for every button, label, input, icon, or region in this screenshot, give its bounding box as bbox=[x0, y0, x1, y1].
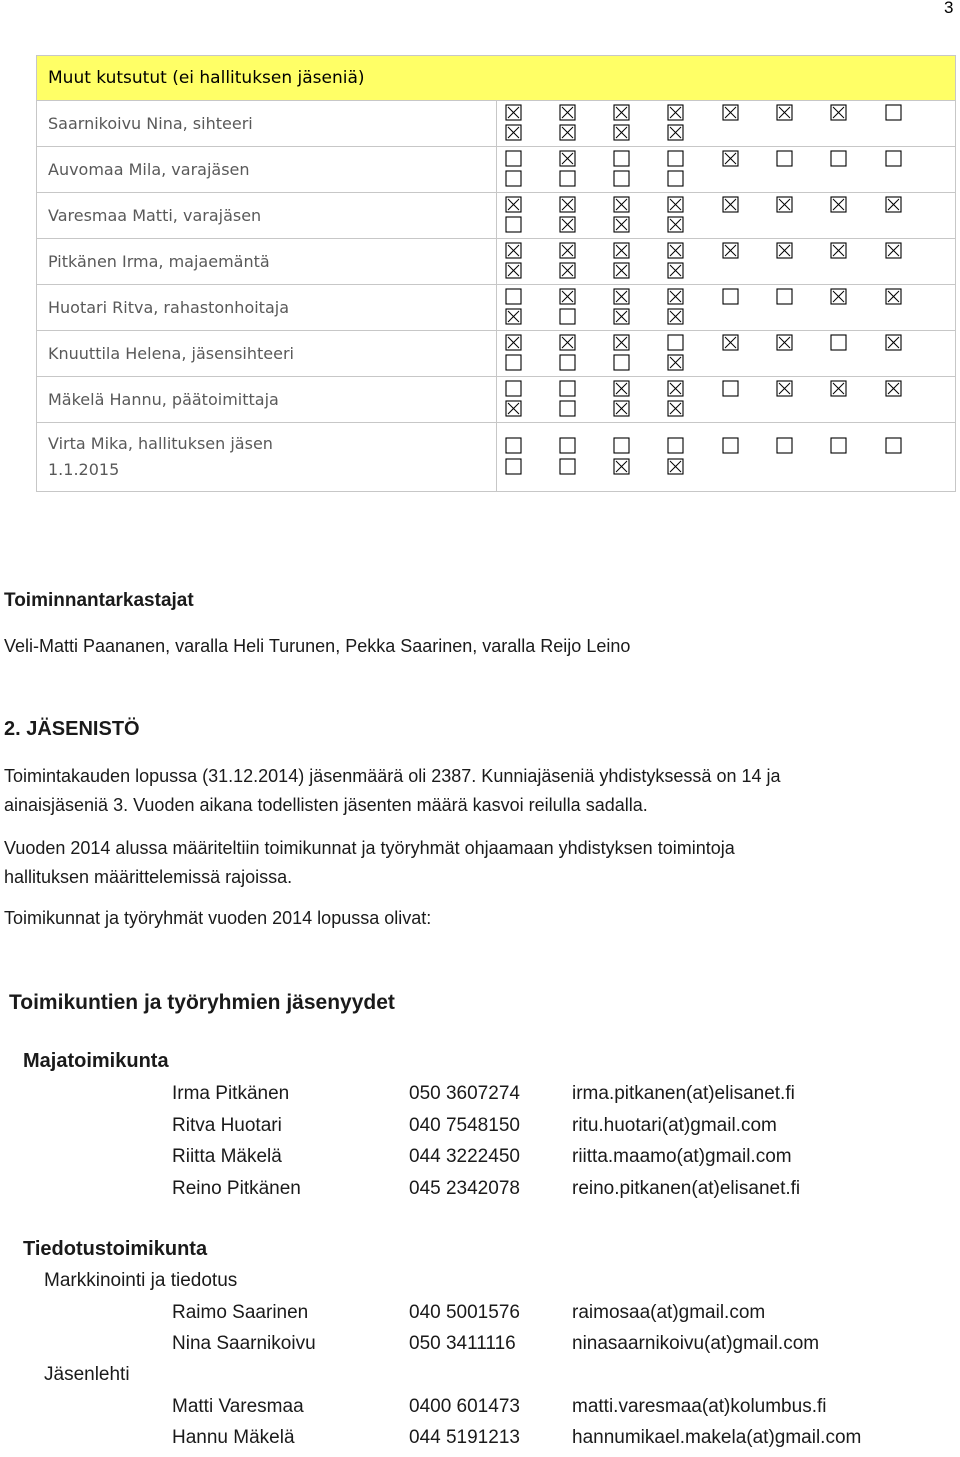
checked-box-icon bbox=[830, 196, 884, 216]
unchecked-box-icon bbox=[667, 334, 721, 354]
checked-box-icon bbox=[559, 104, 613, 124]
checked-box-icon bbox=[505, 124, 559, 144]
unchecked-box-icon bbox=[722, 288, 776, 308]
unchecked-box-icon bbox=[559, 170, 613, 190]
attendance-body bbox=[37, 101, 956, 492]
attendee-name-line: Varesmaa Matti, varajäsen bbox=[48, 205, 262, 225]
attendance-marks bbox=[496, 331, 956, 377]
attendee-name-line: Virta Mika, hallituksen jäsen bbox=[48, 434, 273, 453]
checked-box-icon bbox=[667, 196, 721, 216]
unchecked-box-icon bbox=[559, 308, 613, 328]
membership-para3: Toimikunnat ja työryhmät vuoden 2014 lopussa olivat: bbox=[4, 908, 432, 928]
checked-box-icon bbox=[505, 262, 559, 282]
attendee-name bbox=[37, 377, 497, 423]
checked-box-icon bbox=[667, 124, 721, 144]
unchecked-box-icon bbox=[559, 380, 613, 400]
checked-box-icon bbox=[722, 242, 776, 262]
unchecked-box-icon bbox=[613, 437, 667, 457]
attendee-name-line: Auvomaa Mila, varajäsen bbox=[48, 159, 250, 179]
attendance-marks bbox=[496, 377, 956, 423]
attendee-name bbox=[37, 147, 497, 193]
checked-box-icon bbox=[667, 216, 721, 236]
member-name: Riitta Mäkelä bbox=[172, 1146, 282, 1167]
unchecked-box-icon bbox=[613, 170, 667, 190]
attendance-marks bbox=[496, 285, 956, 331]
member-email: ritu.huotari(at)gmail.com bbox=[572, 1114, 777, 1136]
unchecked-box-icon bbox=[559, 437, 613, 457]
checked-box-icon bbox=[830, 104, 884, 124]
checked-box-icon bbox=[667, 400, 721, 420]
member-email: matti.varesmaa(at)kolumbus.fi bbox=[572, 1396, 827, 1417]
unchecked-box-icon bbox=[505, 458, 559, 478]
checked-box-icon bbox=[885, 288, 939, 308]
membership-para1-line2: ainaisjäseniä 3. Vuoden aikana todellisten jäsenten määrä kasvoi reilulla sadalla. bbox=[4, 795, 648, 815]
attendance-marks bbox=[496, 101, 956, 147]
membership-para2-line1: Vuoden 2014 alussa määriteltiin toimikunnat ja työryhmät ohjaamaan yhdistyksen toimintoja bbox=[4, 838, 735, 858]
member-name: Ritva Huotari bbox=[172, 1114, 282, 1136]
member-phone: 044 3222450 bbox=[409, 1146, 520, 1167]
checked-box-icon bbox=[667, 458, 721, 478]
checked-box-icon bbox=[559, 288, 613, 308]
checked-box-icon bbox=[667, 308, 721, 328]
unchecked-box-icon bbox=[505, 170, 559, 190]
checked-box-icon bbox=[613, 262, 667, 282]
member-phone: 0400 601473 bbox=[409, 1396, 520, 1417]
attendee-name-line: 1.1.2015 bbox=[48, 460, 120, 479]
auditors-text: Veli-Matti Paananen, varalla Heli Turunen, Pekka Saarinen, varalla Reijo Leino bbox=[4, 636, 631, 656]
attendance-row bbox=[37, 423, 956, 492]
member-email: raimosaa(at)gmail.com bbox=[572, 1302, 766, 1323]
unchecked-box-icon bbox=[505, 216, 559, 236]
attendee-name bbox=[37, 239, 497, 285]
attendance-row bbox=[37, 377, 956, 423]
checked-box-icon bbox=[885, 334, 939, 354]
checked-box-icon bbox=[667, 288, 721, 308]
member-email: irma.pitkanen(at)elisanet.fi bbox=[572, 1083, 795, 1104]
attendance-marks bbox=[496, 193, 956, 239]
unchecked-box-icon bbox=[722, 380, 776, 400]
unchecked-box-icon bbox=[667, 150, 721, 170]
attendance-row bbox=[37, 101, 956, 147]
majatoimikunta-title: Majatoimikunta bbox=[23, 1050, 169, 1072]
checked-box-icon bbox=[722, 150, 776, 170]
member-name: Raimo Saarinen bbox=[172, 1302, 309, 1323]
unchecked-box-icon bbox=[885, 104, 939, 124]
unchecked-box-icon bbox=[559, 400, 613, 420]
unchecked-box-icon bbox=[559, 354, 613, 374]
checked-box-icon bbox=[559, 196, 613, 216]
unchecked-box-icon bbox=[613, 150, 667, 170]
checked-box-icon bbox=[830, 380, 884, 400]
checked-box-icon bbox=[830, 288, 884, 308]
attendance-row bbox=[37, 193, 956, 239]
unchecked-box-icon bbox=[559, 458, 613, 478]
page-number: 3 bbox=[944, 0, 954, 17]
member-email: riitta.maamo(at)gmail.com bbox=[572, 1146, 792, 1167]
checked-box-icon bbox=[776, 334, 830, 354]
checked-box-icon bbox=[776, 380, 830, 400]
member-name: Matti Varesmaa bbox=[172, 1396, 304, 1417]
unchecked-box-icon bbox=[830, 334, 884, 354]
attendee-name-line: Saarnikoivu Nina, sihteeri bbox=[48, 113, 253, 133]
attendance-marks bbox=[496, 423, 956, 492]
member-phone: 040 5001576 bbox=[409, 1302, 520, 1323]
attendee-name-line: Huotari Ritva, rahastonhoitaja bbox=[48, 297, 289, 317]
checked-box-icon bbox=[613, 104, 667, 124]
checked-box-icon bbox=[505, 196, 559, 216]
checked-box-icon bbox=[667, 354, 721, 374]
attendee-name bbox=[37, 285, 497, 331]
unchecked-box-icon bbox=[505, 288, 559, 308]
checked-box-icon bbox=[505, 334, 559, 354]
checked-box-icon bbox=[885, 196, 939, 216]
checked-box-icon bbox=[667, 242, 721, 262]
attendee-name bbox=[37, 101, 497, 147]
attendee-name bbox=[37, 193, 497, 239]
checked-box-icon bbox=[776, 242, 830, 262]
member-name: Reino Pitkänen bbox=[172, 1177, 301, 1199]
member-name: Hannu Mäkelä bbox=[172, 1427, 295, 1448]
unchecked-box-icon bbox=[776, 150, 830, 170]
checked-box-icon bbox=[830, 242, 884, 262]
checked-box-icon bbox=[613, 196, 667, 216]
auditors-heading: Toiminnantarkastajat bbox=[4, 590, 194, 611]
unchecked-box-icon bbox=[505, 437, 559, 457]
checked-box-icon bbox=[559, 216, 613, 236]
checked-box-icon bbox=[885, 242, 939, 262]
member-name: Irma Pitkänen bbox=[172, 1083, 290, 1104]
unchecked-box-icon bbox=[505, 150, 559, 170]
attendee-name bbox=[37, 423, 497, 492]
member-email: hannumikael.makela(at)gmail.com bbox=[572, 1427, 862, 1448]
unchecked-box-icon bbox=[505, 354, 559, 374]
subgroup-markkinointi: Markkinointi ja tiedotus bbox=[44, 1270, 238, 1291]
checked-box-icon bbox=[776, 196, 830, 216]
checked-box-icon bbox=[559, 262, 613, 282]
unchecked-box-icon bbox=[667, 437, 721, 457]
checked-box-icon bbox=[613, 288, 667, 308]
checked-box-icon bbox=[613, 458, 667, 478]
unchecked-box-icon bbox=[830, 437, 884, 457]
checked-box-icon bbox=[613, 216, 667, 236]
checked-box-icon bbox=[613, 308, 667, 328]
unchecked-box-icon bbox=[885, 437, 939, 457]
checked-box-icon bbox=[505, 400, 559, 420]
checked-box-icon bbox=[559, 242, 613, 262]
checked-box-icon bbox=[885, 380, 939, 400]
attendance-row bbox=[37, 147, 956, 193]
checked-box-icon bbox=[613, 334, 667, 354]
attendance-header-row bbox=[37, 56, 956, 101]
attendance-row bbox=[37, 331, 956, 377]
checked-box-icon bbox=[505, 242, 559, 262]
checked-box-icon bbox=[667, 262, 721, 282]
membership-para1-line1: Toimintakauden lopussa (31.12.2014) jäsenmäärä oli 2387. Kunniajäseniä yhdistyksessä on 14 ja bbox=[4, 766, 781, 786]
checked-box-icon bbox=[667, 380, 721, 400]
attendance-header: Muut kutsutut (ei hallituksen jäseniä) bbox=[37, 56, 956, 101]
checked-box-icon bbox=[613, 242, 667, 262]
checked-box-icon bbox=[559, 124, 613, 144]
checked-box-icon bbox=[559, 334, 613, 354]
member-phone: 050 3411116 bbox=[409, 1333, 516, 1354]
attendance-row bbox=[37, 285, 956, 331]
unchecked-box-icon bbox=[885, 150, 939, 170]
member-phone: 040 7548150 bbox=[409, 1114, 520, 1136]
checked-box-icon bbox=[722, 196, 776, 216]
unchecked-box-icon bbox=[667, 170, 721, 190]
checked-box-icon bbox=[559, 150, 613, 170]
member-phone: 050 3607274 bbox=[409, 1083, 520, 1104]
checked-box-icon bbox=[722, 104, 776, 124]
attendee-name-line: Mäkelä Hannu, päätoimittaja bbox=[48, 389, 279, 409]
attendance-marks bbox=[496, 147, 956, 193]
member-phone: 044 5191213 bbox=[409, 1427, 520, 1448]
attendance-row bbox=[37, 239, 956, 285]
committees-heading: Toimikuntien ja työryhmien jäsenyydet bbox=[9, 991, 395, 1014]
attendee-name bbox=[37, 331, 497, 377]
member-email: reino.pitkanen(at)elisanet.fi bbox=[572, 1177, 801, 1199]
checked-box-icon bbox=[613, 400, 667, 420]
member-phone: 045 2342078 bbox=[409, 1177, 520, 1199]
member-name: Nina Saarnikoivu bbox=[172, 1333, 316, 1354]
unchecked-box-icon bbox=[776, 437, 830, 457]
unchecked-box-icon bbox=[776, 288, 830, 308]
subgroup-jasenlehti: Jäsenlehti bbox=[44, 1364, 130, 1385]
unchecked-box-icon bbox=[722, 437, 776, 457]
checked-box-icon bbox=[505, 104, 559, 124]
membership-para2-line2: hallituksen määrittelemissä rajoissa. bbox=[4, 867, 293, 887]
attendance-table bbox=[36, 55, 956, 492]
tiedotustoimikunta-title: Tiedotustoimikunta bbox=[23, 1238, 208, 1260]
unchecked-box-icon bbox=[505, 380, 559, 400]
attendee-name-line: Knuuttila Helena, jäsensihteeri bbox=[48, 343, 294, 363]
unchecked-box-icon bbox=[613, 354, 667, 374]
attendance-marks bbox=[496, 239, 956, 285]
membership-heading: 2. JÄSENISTÖ bbox=[4, 718, 140, 740]
checked-box-icon bbox=[613, 124, 667, 144]
unchecked-box-icon bbox=[830, 150, 884, 170]
checked-box-icon bbox=[613, 380, 667, 400]
checked-box-icon bbox=[776, 104, 830, 124]
checked-box-icon bbox=[667, 104, 721, 124]
checked-box-icon bbox=[722, 334, 776, 354]
member-email: ninasaarnikoivu(at)gmail.com bbox=[572, 1333, 820, 1354]
attendee-name-line: Pitkänen Irma, majaemäntä bbox=[48, 251, 270, 271]
checked-box-icon bbox=[505, 308, 559, 328]
